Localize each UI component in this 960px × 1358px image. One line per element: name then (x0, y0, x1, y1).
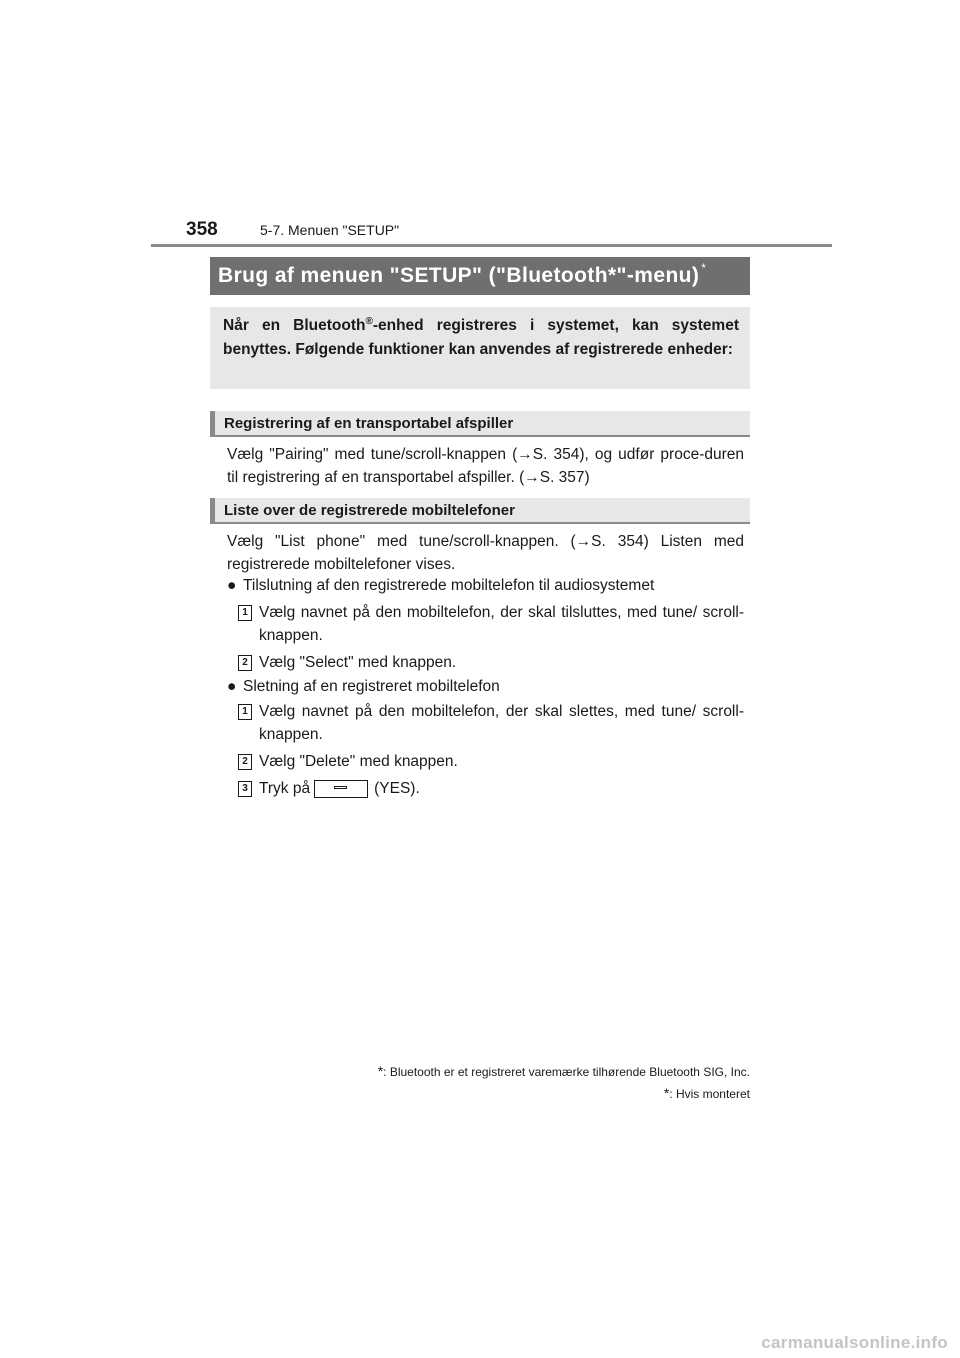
yes-key-icon (314, 780, 368, 798)
step-number: 1 (238, 605, 252, 621)
step-item (238, 700, 744, 746)
intro-text-rest: -enhed registreres i systemet, kan systemet benyttes. Følgende funktioner kan anvendes af registrerede enheder: (223, 317, 739, 358)
key-dash-icon (334, 786, 347, 789)
section-phone-list-body (227, 530, 744, 576)
title-footnote-marker: * (701, 261, 706, 275)
bullet-connect (227, 574, 744, 597)
step-text: Vælg "Select" med knappen. (259, 654, 457, 671)
bullet-icon: ● (227, 577, 237, 594)
step-text (259, 777, 744, 800)
intro-text-start: Når en Bluetooth (223, 317, 366, 334)
intro-text (223, 314, 739, 362)
registered-mark: ® (365, 315, 373, 327)
page-title: Brug af menuen "SETUP" ("Bluetooth*"-menu) (218, 264, 700, 287)
step-number: 2 (238, 754, 252, 770)
footnote-optional (664, 1085, 750, 1101)
section-label: 5-7. Menuen "SETUP" (260, 222, 400, 238)
section-heading-phone-list (210, 498, 750, 524)
section-heading-registration (210, 411, 750, 437)
step-item (238, 777, 744, 800)
step-item (238, 601, 744, 647)
step-item (238, 750, 744, 773)
step-text: Vælg navnet på den mobiltelefon, der skal tilsluttes, med tune/ scroll-knappen. (259, 604, 744, 644)
section-heading-text: Registrering af en transportabel afspiller (224, 414, 514, 432)
step-number: 1 (238, 704, 252, 720)
footnote-marker: * (663, 1085, 670, 1101)
body-paragraph: Vælg "Pairing" med tune/scroll-knappen (→S. 354), og udfør proce-duren til registrering af en transportabel afspiller. (→S. 357) (227, 446, 744, 486)
header-divider (151, 244, 832, 247)
title-bar (210, 257, 750, 295)
footnote-text: : Hvis monteret (669, 1087, 750, 1101)
step-text: Vælg "Delete" med knappen. (259, 753, 458, 770)
bullet-icon: ● (227, 678, 237, 695)
step-text-start: Tryk på (259, 780, 311, 797)
step-item (238, 651, 744, 674)
footnote-text: : Bluetooth er et registreret varemærke tilhørende Bluetooth SIG, Inc. (383, 1065, 750, 1079)
footnote-trademark (378, 1063, 750, 1079)
page-number: 358 (186, 219, 218, 240)
bullet-text: Tilslutning af den registrerede mobiltelefon til audiosystemet (243, 577, 655, 594)
watermark: carmanualsonline.info (761, 1333, 948, 1352)
bullet-delete (227, 675, 744, 698)
section-heading-text: Liste over de registrerede mobiltelefoner (224, 501, 515, 519)
step-text: Vælg navnet på den mobiltelefon, der skal slettes, med tune/ scroll-knappen. (259, 703, 744, 743)
step-number: 2 (238, 655, 252, 671)
bullet-text: Sletning af en registreret mobiltelefon (243, 678, 500, 695)
intro-box (210, 307, 750, 389)
footnote-marker: * (377, 1063, 384, 1079)
body-paragraph: Vælg "List phone" med tune/scroll-knappen. (→S. 354) Listen med registrerede mobiltelefoner vises. (227, 533, 744, 573)
step-number: 3 (238, 781, 252, 797)
step-text-end: (YES). (374, 780, 420, 797)
section-registration-body (227, 443, 744, 489)
